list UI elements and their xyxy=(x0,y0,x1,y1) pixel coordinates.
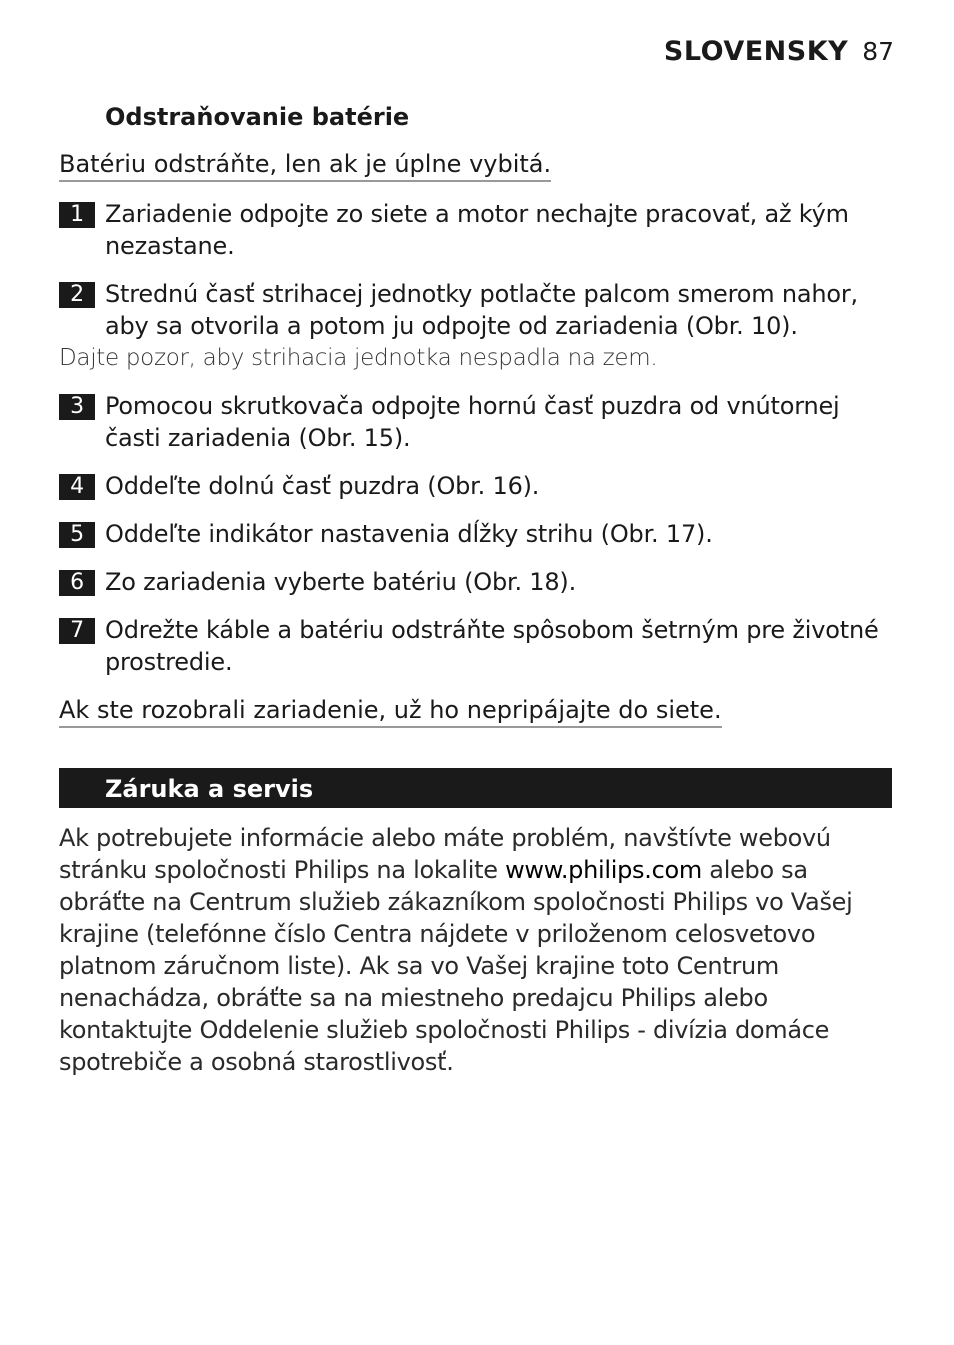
step-number-3: 3 xyxy=(59,394,95,420)
step-number-1: 1 xyxy=(59,202,95,228)
battery-removal-heading: Odstraňovanie batérie xyxy=(105,103,410,131)
warranty-paragraph xyxy=(59,822,894,1078)
step-4 xyxy=(59,470,894,502)
page-header xyxy=(664,36,894,67)
battery-note-bottom: Ak ste rozobrali zariadenie, už ho nepripájajte do siete. xyxy=(59,694,722,728)
step-text-7: Odrežte káble a batériu odstráňte spôsobom šetrným pre životné prostredie. xyxy=(105,616,879,676)
step-number-7: 7 xyxy=(59,618,95,644)
step-number-2: 2 xyxy=(59,282,95,308)
step-7 xyxy=(59,614,894,678)
step-text-5: Oddeľte indikátor nastavenia dĺžky strihu (Obr. 17). xyxy=(105,520,713,548)
note-bottom-wrap xyxy=(59,694,894,728)
step-2 xyxy=(59,278,894,374)
step-text-2: Strednú časť strihacej jednotky potlačte palcom smerom nahor, aby sa otvorila a potom ju odpojte od zariadenia (Obr. 10). xyxy=(105,280,858,340)
philips-url-link[interactable]: www.philips.com xyxy=(505,856,702,884)
note-top-wrap xyxy=(59,134,894,182)
step-1 xyxy=(59,198,894,262)
step-text-3: Pomocou skrutkovača odpojte hornú časť puzdra od vnútornej časti zariadenia (Obr. 15). xyxy=(105,392,840,452)
step-text-1: Zariadenie odpojte zo siete a motor nechajte pracovať, až kým nezastane. xyxy=(105,200,849,260)
warranty-text-before-url: Ak potrebujete informácie alebo máte problém, navštívte webovú stránku spoločnosti Philips na lokalite xyxy=(59,824,831,884)
step-number-4: 4 xyxy=(59,474,95,500)
step-2-caution: Dajte pozor, aby strihacia jednotka nespadla na zem. xyxy=(59,345,658,371)
warranty-text-after-url: alebo sa obráťte na Centrum služieb zákazníkom spoločnosti Philips vo Vašej krajine (telefónne číslo Centra nájdete v priloženom celosvetovo platnom záručnom liste). Ak sa vo Vašej krajine toto Centrum nenachádza, obráťte sa na miestneho predajcu Philips alebo kontaktujte Oddelenie služieb spoločnosti Philips - divízia domáce spotrebiče a osobná starostlivosť. xyxy=(59,856,853,1076)
battery-note-top: Batériu odstráňte, len ak je úplne vybitá. xyxy=(59,148,551,182)
step-3 xyxy=(59,390,894,454)
step-text-4: Oddeľte dolnú časť puzdra (Obr. 16). xyxy=(105,472,540,500)
step-6 xyxy=(59,566,894,598)
step-5 xyxy=(59,518,894,550)
step-text-6: Zo zariadenia vyberte batériu (Obr. 18). xyxy=(105,568,577,596)
step-number-6: 6 xyxy=(59,570,95,596)
battery-steps-list xyxy=(59,198,894,678)
page-content xyxy=(59,100,894,1078)
step-number-5: 5 xyxy=(59,522,95,548)
page-number: 87 xyxy=(862,37,894,66)
warranty-section-heading: Záruka a servis xyxy=(59,768,892,808)
language-label: SLOVENSKY xyxy=(663,36,849,67)
